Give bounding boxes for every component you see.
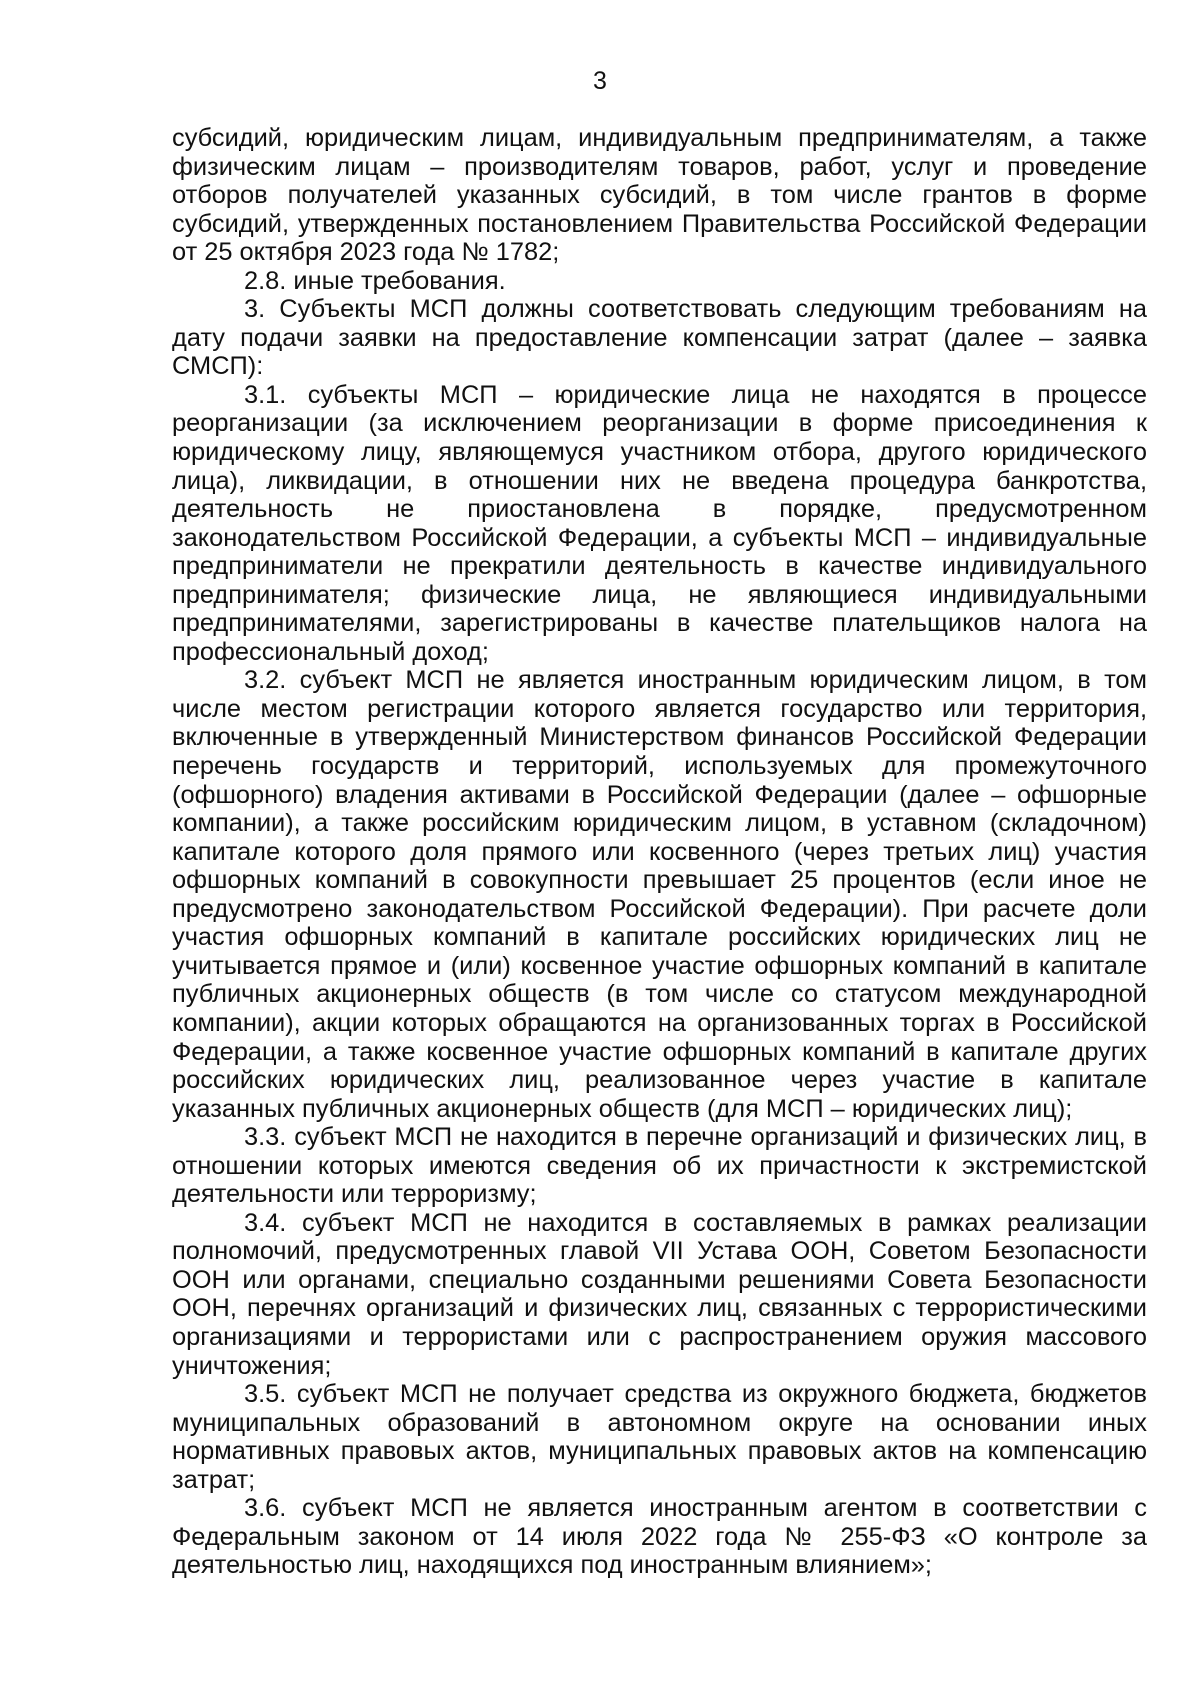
page-number: 3 — [593, 67, 607, 95]
paragraph-continuation: субсидий, юридическим лицам, индивидуальным предпринимателям, а также физическим лицам – производителям товаров, работ, услуг и проведение отборов получателей указанных субсидий, в том числе грантов в форме субсидий, утвержденных постановлением Правительства Российской Федерации от 25 октября 2023 года № 1782; — [172, 124, 1147, 267]
paragraph-item-3-6: 3.6. субъект МСП не является иностранным агентом в соответствии с Федеральным законом от 14 июля 2022 года № 255-ФЗ «О контроле за деятельностью лиц, находящихся под иностранным влиянием»; — [172, 1494, 1147, 1580]
paragraph-item-3-4: 3.4. субъект МСП не находится в составляемых в рамках реализации полномочий, предусмотренных главой VII Устава ООН, Советом Безопасности ООН или органами, специально созданными решениями Совета Безопасности ООН, перечнях организаций и физических лиц, связанных с террористическими организациями и террористами или с распространением оружия массового уничтожения; — [172, 1208, 1147, 1380]
paragraph-item-3-1: 3.1. субъекты МСП – юридические лица не находятся в процессе реорганизации (за исключением реорганизации в форме присоединения к юридическому лицу, являющемуся участником отбора, другого юридического лица), ликвидации, в отношении них не введена процедура банкротства, деятельность не приостановлена в порядке, предусмотренном законодательством Российской Федерации, а субъекты МСП – индивидуальные предприниматели не прекратили деятельность в качестве индивидуального предпринимателя; физические лица, не являющиеся индивидуальными предпринимателями, зарегистрированы в качестве плательщиков налога на профессиональный доход; — [172, 380, 1147, 666]
paragraph-item-3-2: 3.2. субъект МСП не является иностранным юридическим лицом, в том числе местом регистрации которого является государство или территория, включенные в утвержденный Министерством финансов Российской Федерации перечень государств и территорий, используемых для промежуточного (офшорного) владения активами в Российской Федерации (далее – офшорные компании), а также российским юридическим лицом, в уставном (складочном) капитале которого доля прямого или косвенного (через третьих лиц) участия офшорных компаний в совокупности превышает 25 процентов (если иное не предусмотрено законодательством Российской Федерации). При расчете доли участия офшорных компаний в капитале российских юридических лиц не учитывается прямое и (или) косвенное участие офшорных компаний в капитале публичных акционерных обществ (в том числе со статусом международной компании), акции которых обращаются на организованных торгах в Российской Федерации, а также косвенное участие офшорных компаний в капитале других российских юридических лиц, реализованное через участие в капитале указанных публичных акционерных обществ (для МСП – юридических лиц); — [172, 666, 1147, 1123]
paragraph-item-3-5: 3.5. субъект МСП не получает средства из окружного бюджета, бюджетов муниципальных образований в автономном округе на основании иных нормативных правовых актов, муниципальных правовых актов на компенсацию затрат; — [172, 1380, 1147, 1494]
paragraph-item-3-3: 3.3. субъект МСП не находится в перечне организаций и физических лиц, в отношении которых имеются сведения об их причастности к экстремистской деятельности или терроризму; — [172, 1123, 1147, 1209]
paragraph-item-2-8: 2.8. иные требования. — [244, 266, 506, 295]
paragraph-item-3: 3. Субъекты МСП должны соответствовать следующим требованиям на дату подачи заявки на предоставление компенсации затрат (далее – заявка СМСП): — [172, 295, 1147, 381]
document-body — [172, 124, 1147, 1580]
